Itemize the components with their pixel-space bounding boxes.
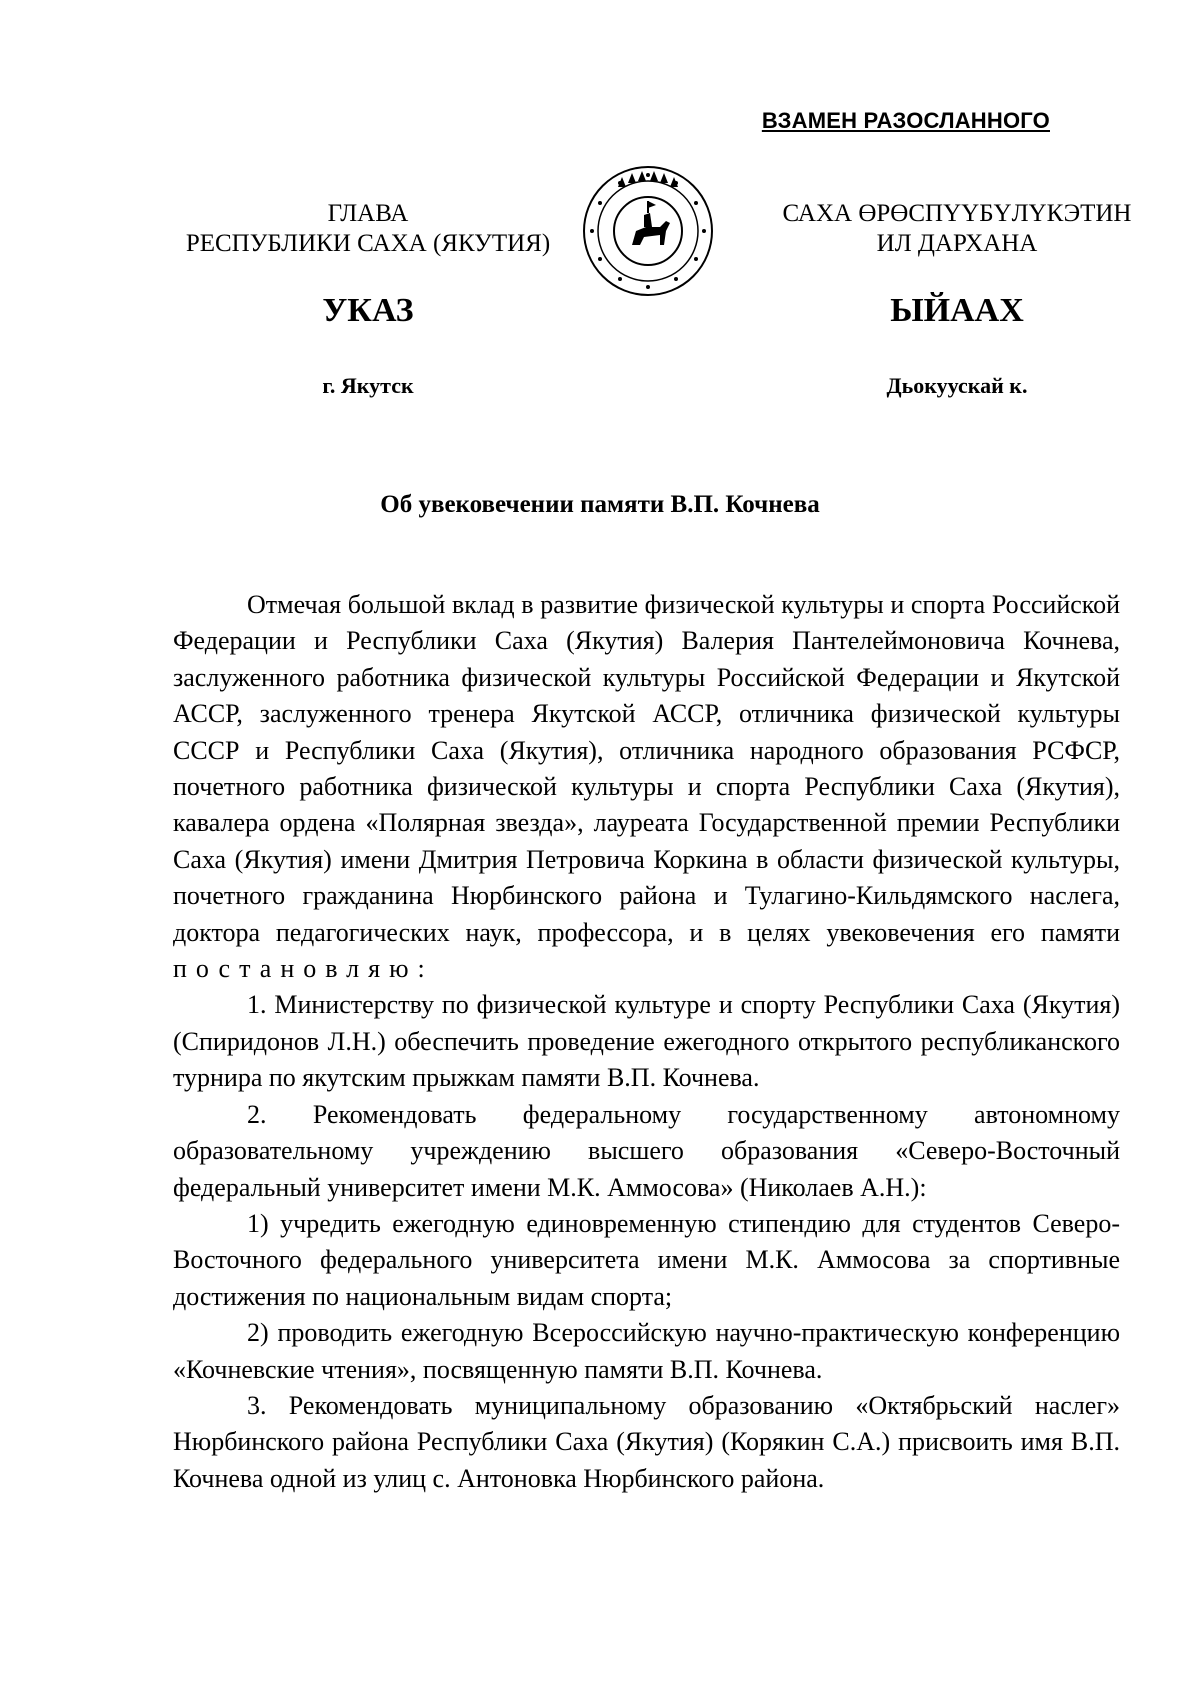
issuer-line-1-yakut: САХА ӨРӨСПҮҮБҮЛҮКЭТИН xyxy=(782,200,1132,227)
issuer-line-1: ГЛАВА xyxy=(327,200,409,227)
preamble-text: Отмечая большой вклад в развитие физической культуры и спорта Российской Федерации и Республики Саха (Якутия) Валерия Пантелеймоновича Кочнева, заслуженного работника физической культуры Российской Федерации и Якутской АССР, заслуженного тренера Якутской АССР, отличника физической культуры СССР и Республики Саха (Якутия), отличника народного образования РСФСР, почетного работника физической культуры и спорта Республики Саха (Якутия), кавалера ордена «Полярная звезда», лауреата Государственной премии Республики Саха (Якутия) имени Дмитрия Петровича Коркина в области физической культуры, почетного гражданина Нюрбинского района и Тулагино-Кильдямского наслега, доктора педагогических наук, профессора, и в целях увековечения его памяти xyxy=(173,590,1120,947)
issuer-line-2: РЕСПУБЛИКИ САХА (ЯКУТИЯ) xyxy=(185,230,551,257)
decree-item: 2. Рекомендовать федеральному государственному автономному образовательному учреждению высшего образования «Северо-Восточный федеральный университет имени М.К. Аммосова» (Николаев А.Н.): xyxy=(173,1099,1120,1202)
issuer-header-yakut xyxy=(757,199,1157,259)
document-heading: Об увековечении памяти В.П. Кочнева xyxy=(380,491,820,518)
issuer-line-2-yakut: ИЛ ДАРХАНА xyxy=(876,230,1038,257)
replacement-stamp: ВЗАМЕН РАЗОСЛАННОГО xyxy=(761,108,1050,133)
city-russian: г. Якутск xyxy=(322,373,414,398)
decree-subitem: 2) проводить ежегодную Всероссийскую научно-практическую конференцию «Кочневские чтения», посвященную памяти В.П. Кочнева. xyxy=(173,1318,1120,1384)
city-yakut: Дьокуускай к. xyxy=(886,373,1028,398)
decree-item: 3. Рекомендовать муниципальному образованию «Октябрьский наслег» Нюрбинского района Республики Саха (Якутия) (Корякин С.А.) присвоить имя В.П. Кочнева одной из улиц с. Антоновка Нюрбинского района. xyxy=(173,1390,1120,1493)
sakha-coat-of-arms-icon xyxy=(582,165,714,297)
decree-item: 1. Министерству по физической культуре и спорту Республики Саха (Якутия) (Спиридонов Л.Н.) обеспечить проведение ежегодного открытого республиканского турнира по якутским прыжкам памяти В.П. Кочнева. xyxy=(173,990,1120,1093)
issuer-header-russian xyxy=(168,199,568,259)
preamble-paragraph xyxy=(173,587,1120,987)
resolve-word: постановляю: xyxy=(173,954,434,984)
decree-title-yakut: ЫЙААХ xyxy=(890,292,1024,329)
decree-subitem: 1) учредить ежегодную единовременную стипендию для студентов Северо-Восточного федерального университета имени М.К. Аммосова за спортивные достижения по национальным видам спорта; xyxy=(173,1208,1120,1311)
document-body xyxy=(173,587,1120,1497)
decree-title-russian: УКАЗ xyxy=(322,292,414,329)
